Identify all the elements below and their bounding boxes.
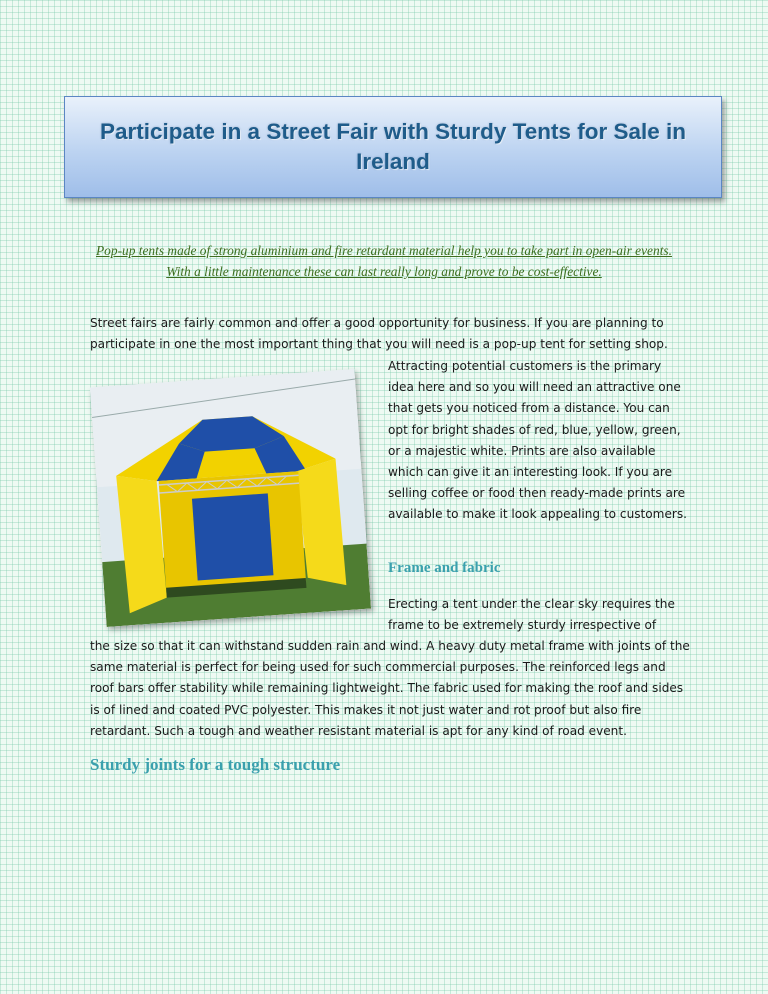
- paragraph-colors: Attracting potential customers is the primary idea here and so you will need an attractive one that gets you noticed from a distance. You can opt for bright shades of red, blue, yellow, green, or a majestic white. Prints are also available which can give it an interesting look. If you are selling coffee or food then ready-made prints are available to make it look appealing to customers.: [388, 359, 688, 522]
- tent-photo: [90, 369, 371, 627]
- paragraph-frame-continued: the size so that it can withstand sudden rain and wind. A heavy duty metal frame with joints of the same material is perfect for being used for such commercial purposes. The reinforced legs and roof bars offer stability while remaining lightweight. The fabric used for making the roof and sides is of lined and coated PVC polyester. This makes it not just water and rot proof but also fire retardant. Such a tough and weather resistant material is apt for any kind of road event.: [90, 639, 690, 738]
- heading-sturdy-joints: Sturdy joints for a tough structure: [90, 755, 341, 774]
- title-banner: [64, 96, 722, 198]
- paragraph-frame-start: Erecting a tent under the clear sky requires the frame to be extremely sturdy irrespective of: [388, 597, 675, 633]
- intro-summary: Pop-up tents made of strong aluminium and fire retardant material help you to take part in open-air events. With a little maintenance these can last really long and prove to be cost-effective.: [96, 243, 672, 279]
- heading-frame-and-fabric: Frame and fabric: [388, 560, 501, 576]
- paragraph-intro: Street fairs are fairly common and offer a good opportunity for business. If you are planning to participate in one the most important thing that you will need is a pop-up tent for setting shop.: [90, 316, 668, 352]
- page-title: Participate in a Street Fair with Sturdy Tents for Sale in Ireland: [100, 119, 686, 174]
- tent-illustration: [90, 369, 371, 627]
